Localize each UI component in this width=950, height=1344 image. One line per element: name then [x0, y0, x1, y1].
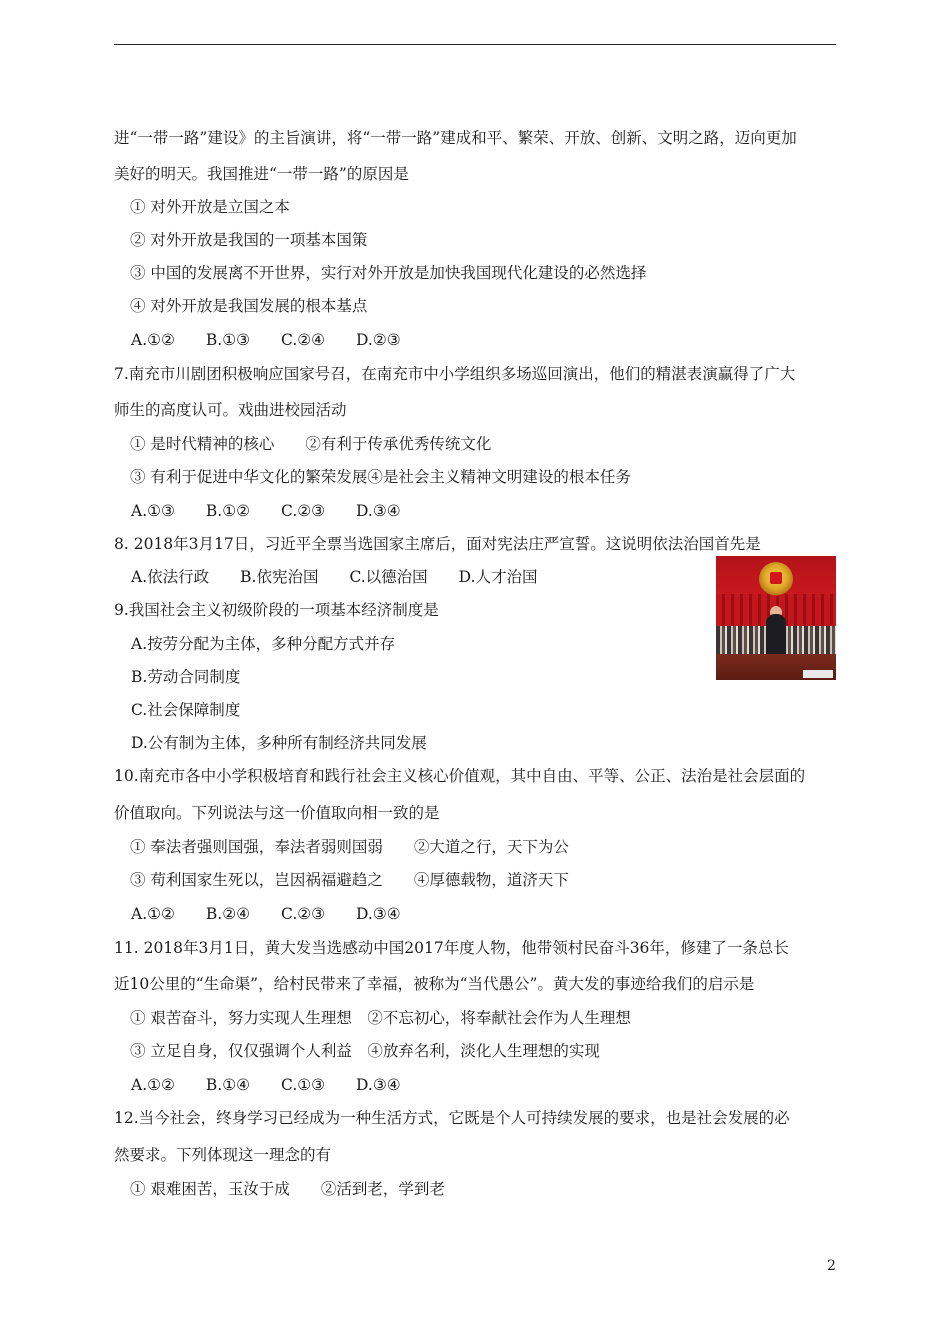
text-line: ① 对外开放是立国之本: [130, 198, 290, 216]
page-number: 2: [827, 1258, 836, 1274]
text-line: ① 是时代精神的核心 ②有利于传承优秀传统文化: [130, 435, 492, 453]
text-line: ② 对外开放是我国的一项基本国策: [130, 231, 368, 249]
text-line: ③ 有利于促进中华文化的繁荣发展④是社会主义精神文明建设的根本任务: [130, 468, 631, 486]
text-line: B.劳动合同制度: [131, 668, 241, 686]
text-line: 7.南充市川剧团积极响应国家号召，在南充市中小学组织多场巡回演出，他们的精湛表演赢得了广大: [114, 365, 796, 383]
text-line: 然要求。下列体现这一理念的有: [114, 1146, 332, 1164]
text-line: 12.当今社会，终身学习已经成为一种生活方式，它既是个人可持续发展的要求，也是社会发展的必: [114, 1109, 790, 1127]
photo-person: [766, 614, 786, 658]
text-line: ① 艰苦奋斗，努力实现人生理想 ②不忘初心，将奉献社会作为人生理想: [130, 1009, 631, 1027]
text-line: C.社会保障制度: [131, 701, 241, 719]
text-line: A.①③ B.①② C.②③ D.③④: [131, 502, 401, 520]
text-line: ③ 立足自身，仅仅强调个人利益 ④放弃名利，淡化人生理想的实现: [130, 1042, 600, 1060]
text-line: 师生的高度认可。戏曲进校园活动: [114, 401, 347, 419]
text-line: ① 艰难困苦，玉汝于成 ②活到老，学到老: [130, 1180, 445, 1198]
text-line: 8. 2018年3月17日，习近平全票当选国家主席后，面对宪法庄严宣誓。这说明依法治国首先是: [114, 535, 761, 553]
text-line: 11. 2018年3月1日，黄大发当选感动中国2017年度人物，他带领村民奋斗36年，修建了一条总长: [114, 939, 789, 957]
text-line: 近10公里的“生命渠”，给村民带来了幸福，被称为“当代愚公”。黄大发的事迹给我们的启示是: [114, 975, 755, 993]
text-line: A.①② B.①④ C.①③ D.③④: [131, 1076, 401, 1094]
text-line: 10.南充市各中小学积极培育和践行社会主义核心价值观，其中自由、平等、公正、法治是社会层面的: [114, 767, 806, 785]
text-line: A.按劳分配为主体，多种分配方式并存: [131, 635, 396, 653]
national-emblem-icon: [759, 562, 793, 596]
text-line: ④ 对外开放是我国发展的根本基点: [130, 297, 368, 315]
text-line: D.公有制为主体，多种所有制经济共同发展: [131, 734, 427, 752]
text-line: A.①② B.②④ C.②③ D.③④: [131, 905, 401, 923]
text-line: A.①② B.①③ C.②④ D.②③: [131, 331, 401, 349]
text-line: 进“一带一路”建设》的主旨演讲，将“一带一路”建成和平、繁荣、开放、创新、文明之路，迈向更加: [114, 129, 797, 147]
text-line: 价值取向。下列说法与这一价值取向相一致的是: [114, 804, 440, 822]
text-line: A.依法行政 B.依宪治国 C.以德治国 D.人才治国: [131, 568, 538, 586]
text-line: 美好的明天。我国推进“一带一路”的原因是: [114, 165, 409, 183]
text-line: 9.我国社会主义初级阶段的一项基本经济制度是: [114, 601, 439, 619]
text-line: ③ 中国的发展离不开世界，实行对外开放是加快我国现代化建设的必然选择: [130, 264, 647, 282]
text-line: ① 奉法者强则国强，奉法者弱则国弱 ②大道之行，天下为公: [130, 838, 569, 856]
photo-watermark: [803, 670, 833, 678]
oath-photo: [716, 556, 836, 680]
text-line: ③ 苟利国家生死以，岂因祸福避趋之 ④厚德载物，道济天下: [130, 871, 569, 889]
header-rule: [114, 44, 836, 45]
